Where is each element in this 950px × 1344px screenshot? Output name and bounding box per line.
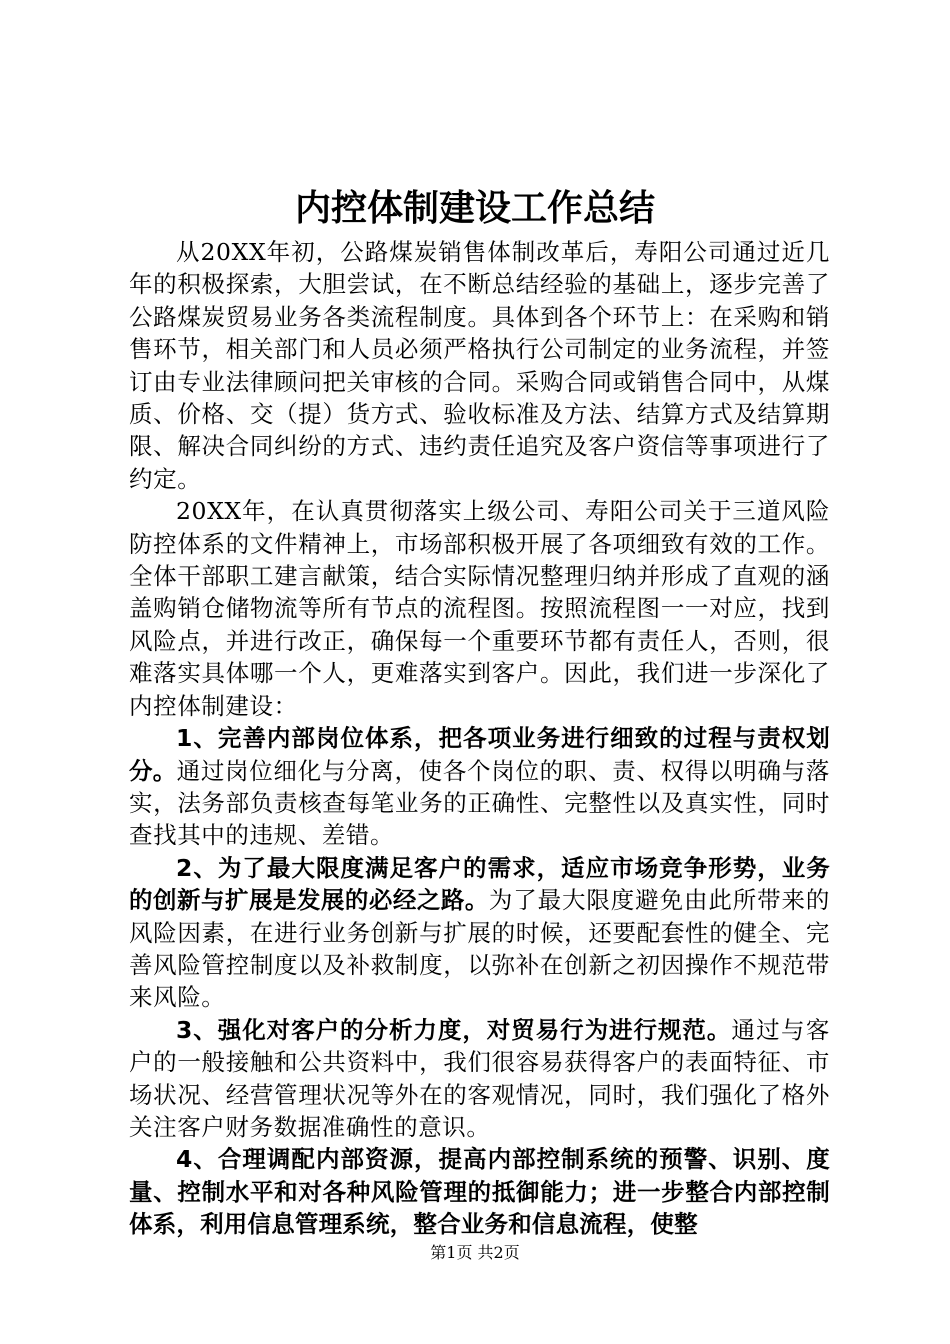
- paragraph-5: [129, 1014, 830, 1144]
- paragraph-heading: 2、为了最大限度满足客户的需求，适应市场竞争形势，业务的创新与扩展是发展的必经之路。: [129, 853, 830, 915]
- page-number-footer: 第1页 共2页: [430, 1243, 520, 1262]
- paragraph-2: [129, 495, 830, 722]
- paragraph-text: 从20XX年初，公路煤炭销售体制改革后，寿阳公司通过近几年的积极探索，大胆尝试，在不断总结经验的基础上，逐步完善了公路煤炭贸易业务各类流程制度。具体到各个环节上：在采购和销售环节，相关部门和人员必须严格执行公司制定的业务流程，并签订由专业法律顾问把关审核的合同。采购合同或销售合同中，从煤质、价格、交（提）货方式、验收标准及方法、结算方式及结算期限、解决合同纠纷的方式、违约责任追究及客户资信等事项进行了约定。: [129, 238, 830, 493]
- paragraph-heading: 4、合理调配内部资源，提高内部控制系统的预警、识别、度量、控制水平和对各种风险管理的抵御能力；进一步整合内部控制体系，利用信息管理系统，整合业务和信息流程，使整: [129, 1145, 830, 1239]
- paragraph-heading: 1、完善内部岗位体系，把各项业务进行细致的过程与责权划分。: [129, 724, 830, 785]
- paragraph-text: 通过与客户的一般接触和公共资料中，我们很容易获得客户的表面特征、市场状况、经营管理状况等外在的客观情况，同时，我们强化了格外关注客户财务数据准确性的意识。: [129, 1015, 830, 1141]
- document-title: 内控体制建设工作总结: [294, 188, 655, 229]
- document-body: [129, 236, 830, 1241]
- paragraph-3: [129, 722, 830, 852]
- paragraph-heading: 3、强化对客户的分析力度，对贸易行为进行规范。: [176, 1015, 732, 1044]
- paragraph-1: [129, 236, 830, 495]
- paragraph-6: [129, 1143, 830, 1240]
- paragraph-text: 为了最大限度避免由此所带来的风险因素，在进行业务创新与扩展的时候，还要配套性的健全、完善风险管控制度以及补救制度，以弥补在创新之初因操作不规范带来风险。: [129, 886, 831, 1012]
- paragraph-4: [129, 852, 830, 1014]
- paragraph-text: 20XX年，在认真贯彻落实上级公司、寿阳公司关于三道风险防控体系的文件精神上，市场部积极开展了各项细致有效的工作。全体干部职工建言献策，结合实际情况整理归纳并形成了直观的涵盖购销仓储物流等所有节点的流程图。按照流程图一一对应，找到风险点，并进行改正，确保每一个重要环节都有责任人，否则，很难落实具体哪一个人，更难落实到客户。因此，我们进一步深化了内控体制建设：: [129, 497, 830, 720]
- paragraph-text: 通过岗位细化与分离，使各个岗位的职、责、权得以明确与落实，法务部负责核查每笔业务的正确性、完整性以及真实性，同时查找其中的违规、差错。: [129, 756, 830, 850]
